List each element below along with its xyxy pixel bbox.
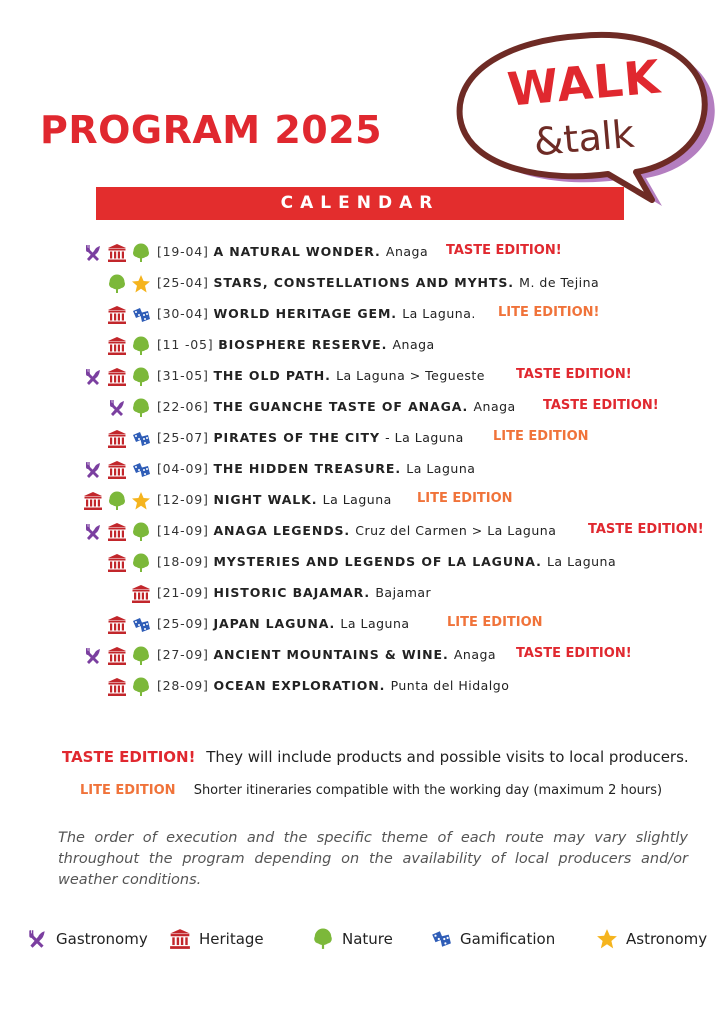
gastronomy-icon [107, 398, 127, 418]
event-name: JAPAN LAGUNA. [213, 616, 341, 631]
event-name: A NATURAL WONDER. [213, 244, 386, 259]
gastronomy-icon [26, 928, 48, 950]
taste-edition-label: TASTE EDITION! [62, 748, 196, 766]
event-text [157, 616, 410, 631]
legend-item-astronomy [596, 928, 707, 950]
event-text [157, 585, 431, 600]
event-row [0, 674, 724, 700]
event-row [0, 550, 724, 576]
gastronomy-icon [83, 367, 103, 387]
lite-edition-badge: LITE EDITION [447, 615, 543, 630]
gamification-icon [430, 928, 452, 950]
event-date: [28-09] [157, 678, 214, 693]
disclaimer-text: The order of execution and the specific theme of each route may vary slightly throughout the program depending on the availability of local producers and/or weather conditions. [58, 830, 688, 888]
event-name: WORLD HERITAGE GEM. [213, 306, 403, 321]
event-icons [83, 488, 151, 514]
event-icons [107, 674, 151, 700]
event-row [0, 612, 724, 638]
event-name: MYSTERIES AND LEGENDS OF LA LAGUNA. [213, 554, 547, 569]
event-text [157, 678, 509, 693]
event-date: [11 -05] [157, 337, 219, 352]
event-icons [83, 364, 151, 390]
taste-edition-badge: TASTE EDITION! [516, 646, 632, 661]
event-location: Cruz del Carmen > La Laguna [355, 523, 557, 538]
event-name: THE OLD PATH. [213, 368, 337, 383]
gastronomy-icon [83, 243, 103, 263]
astronomy-icon [131, 491, 151, 511]
event-date: [27-09] [157, 647, 214, 662]
calendar-label: CALENDAR [280, 193, 440, 213]
nature-icon [312, 928, 334, 950]
event-location: La Laguna [546, 554, 617, 569]
event-date: [25-09] [157, 616, 214, 631]
taste-edition-note [62, 748, 689, 766]
event-text [157, 399, 516, 414]
lite-edition-badge: LITE EDITION! [498, 305, 600, 320]
astronomy-icon [596, 928, 618, 950]
legend-item-gamification [430, 928, 555, 950]
lite-edition-note [80, 783, 662, 798]
legend-label: Astronomy [626, 930, 708, 948]
logo-walk-text: WALK [505, 49, 663, 117]
event-location: La Laguna [406, 461, 476, 476]
taste-edition-badge: TASTE EDITION! [516, 367, 632, 382]
heritage-icon [107, 305, 127, 325]
event-text [157, 554, 616, 569]
lite-edition-label: LITE EDITION [80, 783, 176, 798]
gamification-icon [131, 615, 151, 635]
taste-edition-badge: TASTE EDITION! [543, 398, 659, 413]
heritage-icon [131, 584, 151, 604]
event-icons [107, 550, 151, 576]
event-icons [131, 581, 151, 607]
nature-icon [131, 522, 151, 542]
event-location: Punta del Hidalgo [390, 678, 510, 693]
event-location: - La Laguna [385, 430, 464, 445]
event-icons [107, 426, 151, 452]
event-text [157, 244, 428, 259]
logo-talk-text: &talk [532, 111, 636, 165]
event-location: Anaga [453, 647, 497, 662]
gastronomy-icon [83, 460, 103, 480]
event-name: THE HIDDEN TREASURE. [213, 461, 407, 476]
event-row [0, 581, 724, 607]
event-location: Anaga [392, 337, 435, 352]
event-text [157, 523, 556, 538]
event-location: Anaga [385, 244, 429, 259]
calendar-banner [96, 187, 624, 220]
heritage-icon [107, 336, 127, 356]
event-text [157, 306, 476, 321]
event-date: [19-04] [157, 244, 214, 259]
event-row [0, 426, 724, 452]
event-text [157, 492, 392, 507]
event-name: PIRATES OF THE CITY [213, 430, 386, 445]
event-text [157, 647, 496, 662]
event-row [0, 302, 724, 328]
event-date: [31-05] [157, 368, 214, 383]
nature-icon [131, 646, 151, 666]
taste-edition-text: They will include products and possible visits to local producers. [206, 748, 689, 766]
event-row [0, 488, 724, 514]
event-icons [83, 643, 151, 669]
event-date: [12-09] [157, 492, 214, 507]
heritage-icon [107, 429, 127, 449]
lite-edition-badge: LITE EDITION [493, 429, 589, 444]
event-date: [22-06] [157, 399, 214, 414]
heritage-icon [107, 522, 127, 542]
nature-icon [131, 677, 151, 697]
legend-item-nature [312, 928, 393, 950]
event-text [157, 275, 599, 290]
legend-item-heritage [169, 928, 264, 950]
event-icons [107, 395, 151, 421]
gamification-icon [131, 460, 151, 480]
legend-label: Gamification [460, 930, 556, 948]
event-date: [04-09] [157, 461, 214, 476]
event-icons [107, 333, 151, 359]
event-icons [107, 612, 151, 638]
event-location: Anaga [473, 399, 516, 414]
event-location: M. de Tejina [519, 275, 600, 290]
icon-legend [26, 928, 716, 958]
nature-icon [131, 398, 151, 418]
event-date: [18-09] [157, 554, 214, 569]
event-name: STARS, CONSTELLATIONS AND MYHTS. [213, 275, 520, 290]
legend-label: Heritage [199, 930, 264, 948]
event-row [0, 240, 724, 266]
event-date: [21-09] [157, 585, 214, 600]
event-name: NIGHT WALK. [213, 492, 323, 507]
event-icons [107, 302, 151, 328]
event-location: La Laguna [322, 492, 392, 507]
event-name: ANAGA LEGENDS. [213, 523, 356, 538]
event-date: [25-07] [157, 430, 214, 445]
event-name: THE GUANCHE TASTE OF ANAGA. [213, 399, 474, 414]
lite-edition-text: Shorter itineraries compatible with the working day (maximum 2 hours) [193, 783, 663, 798]
astronomy-icon [131, 274, 151, 294]
event-location: Bajamar [375, 585, 432, 600]
gamification-icon [131, 429, 151, 449]
legend-label: Nature [342, 930, 393, 948]
nature-icon [107, 274, 127, 294]
heritage-icon [107, 615, 127, 635]
heritage-icon [169, 928, 191, 950]
event-row [0, 457, 724, 483]
event-row [0, 271, 724, 297]
heritage-icon [107, 243, 127, 263]
event-text [157, 337, 435, 352]
event-location: La Laguna > Tegueste [336, 368, 485, 383]
page-title: PROGRAM 2025 [40, 108, 383, 152]
nature-icon [131, 243, 151, 263]
gastronomy-icon [83, 522, 103, 542]
event-name: BIOSPHERE RESERVE. [218, 337, 393, 352]
event-location: La Laguna [340, 616, 410, 631]
event-row [0, 519, 724, 545]
heritage-icon [107, 460, 127, 480]
event-date: [30-04] [157, 306, 214, 321]
event-text [157, 461, 475, 476]
nature-icon [131, 336, 151, 356]
heritage-icon [107, 553, 127, 573]
event-row [0, 364, 724, 390]
heritage-icon [107, 646, 127, 666]
heritage-icon [107, 677, 127, 697]
nature-icon [131, 553, 151, 573]
nature-icon [107, 491, 127, 511]
event-name: OCEAN EXPLORATION. [213, 678, 391, 693]
event-date: [25-04] [157, 275, 214, 290]
event-row [0, 395, 724, 421]
gamification-icon [131, 305, 151, 325]
event-icons [83, 240, 151, 266]
event-text [157, 430, 464, 445]
legend-item-gastronomy [26, 928, 148, 950]
walk-and-talk-logo [440, 22, 720, 212]
event-date: [14-09] [157, 523, 214, 538]
event-name: ANCIENT MOUNTAINS & WINE. [213, 647, 454, 662]
heritage-icon [107, 367, 127, 387]
gastronomy-icon [83, 646, 103, 666]
event-row [0, 333, 724, 359]
legend-label: Gastronomy [56, 930, 148, 948]
nature-icon [131, 367, 151, 387]
lite-edition-badge: LITE EDITION [417, 491, 513, 506]
heritage-icon [83, 491, 103, 511]
event-text [157, 368, 485, 383]
taste-edition-badge: TASTE EDITION! [588, 522, 704, 537]
event-icons [83, 457, 151, 483]
event-icons [83, 519, 151, 545]
event-name: HISTORIC BAJAMAR. [213, 585, 376, 600]
event-icons [107, 271, 151, 297]
event-row [0, 643, 724, 669]
taste-edition-badge: TASTE EDITION! [446, 243, 562, 258]
event-location: La Laguna. [402, 306, 476, 321]
